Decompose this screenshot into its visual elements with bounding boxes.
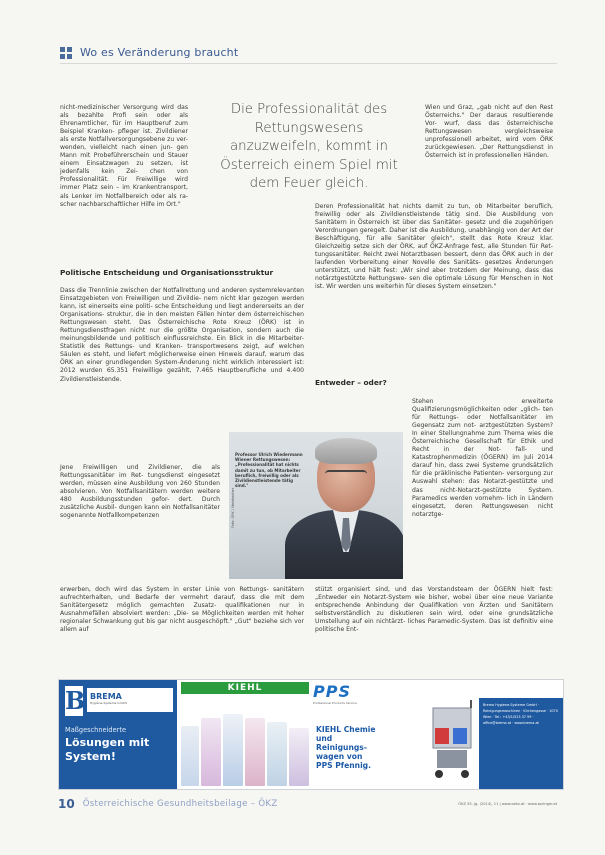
heading-politische-entscheidung: Politische Entscheidung und Organisationsstruktur xyxy=(60,268,274,277)
footer-meta: ÖKZ 55. Jg. (2014), 11 | www.oekz.at · www.springer.at xyxy=(458,802,557,806)
photo-caption xyxy=(235,452,307,488)
bottle-5 xyxy=(267,722,287,786)
col1-body: Dass die Trennlinie zwischen der Notfallrettung und anderen systemrelevanten Einsatzgebieten von Freiwilligen und Zivildie- nern nicht klar gezogen werden kann, ist einerseits eine politi- sche Entscheidung und liegt andererseits an der Organisations- struktur, die in den meisten Fällen hinter dem österreichischen Rettungswesen steht. Das Österreichische Rote Kreuz (ÖRK) ist in Rettungsdienstfragen nicht nur die größte Organisation, sondern auch die meinungsbildende und politisch einflussreichste. Ein Blick in die Mitarbeiter-Statistik des Rettungs- und Kranken- transportwesens zeigt, auf welchen Säulen es steht, und liefert möglicherweise einen Hinweis darauf, warum das ÖRK an einer grundlegenden System-Änderung nicht wirklich interessiert ist: 2012 wurden 65.351 Freiwillige gezählt, 7.465 Hauptberufliche und 4.400 Zivildienstleistende. xyxy=(60,287,304,383)
caption-name: Professor Ulrich Wiedermann xyxy=(235,452,303,457)
brema-slogan: Lösungen mit System! xyxy=(65,736,150,763)
header-rule xyxy=(60,63,557,64)
ad-text-line-1: KIEHL Chemie xyxy=(316,725,376,734)
col23-lower: stützt organisiert sind, und das Vorstandsteam der ÖGERN hielt fest: „Entweder ein Notarzt-System wie bisher, wobei über eine neue Variante entsprechende Anbindung der Qualifikation von Ärzten und Sanitätern selbstverständlich zu diskutieren sein wird, oder eine grundsätzliche Umstellung auf ein nichtärzt- liches Paramedic-System. Das ist definitiv eine politische Ent- xyxy=(315,586,553,634)
bottle-6 xyxy=(289,728,309,786)
section-dots-icon xyxy=(60,47,72,59)
bottle-2 xyxy=(201,718,221,786)
col12-lower: erwerben, doch wird das System in erster Linie von Rettungs- sanitätern aufrechterhalten, und Bedarfe der vermehrt darauf, dass die mit dem Sanitätergesetz möglich gemachten Zusatz- qualifikationen nur in Ausnahmefällen absolviert werden: „Die- se Möglichkeiten werden mit hoher regionaler Schwankung gut bis gar nicht ausgeschöpft." „Gut" beziehe sich vor allem auf xyxy=(60,586,304,634)
col3-body: Stehen erweiterte Qualifizierungsmöglichkeiten oder „glich- ten für Rettungs- oder Notfallsanitäter im Gegensatz zum not- arztgestützten System? In einer Stellungnahme zum Thema wies die Österreichische Gesellschaft für Ethik und Recht in der Not- fall- und Katastrophenmedizin (ÖGERN) im Juli 2014 darauf hin, dass zwei Systeme grundsätzlich für die präklinische Patienten- versorgung zur Auswahl stehen: das Notarzt-gestützte und das nicht-Notarzt-gestützte System. Paramedics werden vornehm- lich in Ländern eingesetzt, deren Rettungswesen nicht notarztge- xyxy=(412,398,553,518)
portrait-photo xyxy=(229,432,403,579)
pps-name: PPS xyxy=(313,682,351,701)
section-header xyxy=(60,46,238,59)
bottle-4 xyxy=(245,718,265,786)
magazine-name: Österreichische Gesundheitsbeilage – ÖKZ xyxy=(82,799,278,809)
col3-intro: Wien und Graz, „gab nicht auf den Rest Österreichs." Der daraus resultierende Vor- wurf, dass das österreichische Rettungswesen vergleichsweise unprofessionell arbeitet, wird vom ÖRK zurückgewiesen. „Der Rettungsdienst in Österreich ist in professionellen Händen. xyxy=(425,104,553,160)
bottle-3 xyxy=(223,714,243,786)
pps-logo xyxy=(313,682,425,712)
product-bottles-image xyxy=(179,698,313,786)
bottle-1 xyxy=(181,726,199,786)
heading-entweder-oder: Entweder – oder? xyxy=(315,378,387,387)
hair-shape xyxy=(315,438,377,464)
kiehl-pps-text xyxy=(316,725,376,770)
caption-quote: „Professionalität hat nichts damit zu tun, ob Mitarbeiter beruflich, freiwillig oder als Zivildienstleistende tätig sind." xyxy=(235,462,301,489)
ad-text-line-3: Reinigungs- xyxy=(316,743,367,752)
ad-text-line-4: wagen von xyxy=(316,752,363,761)
caption-role: Wiener Rettungswesen: xyxy=(235,457,291,463)
brema-sub: Hygiene-Systeme GmbH xyxy=(90,701,127,705)
brema-panel xyxy=(59,680,177,789)
page-number: 10 xyxy=(58,797,75,811)
glasses-shape xyxy=(325,470,367,482)
brema-address[interactable]: Brema Hygiene-Systeme GmbH · Reinigungsmaschinen · Kirchengasse · 1070 Wien · Tel.: +43/1/523 37 99 · office@brema.at · www.brema.at xyxy=(479,698,563,789)
kiehl-logo: KIEHL xyxy=(181,682,309,694)
col1-lower: Jene Freiwilligen und Zivildiener, die als Rettungssanitäter im Ret- tungsdienst eingesetzt werden, müssen eine Ausbildung von 260 Stunden absolvieren. Von Notfallsanitätern werden weitere 480 Ausbildungsstunden gefor- dert. Durch zusätzliche Ausbil- dungen kann ein Notfallsanitäter sogenannte Notfallkompetenzen xyxy=(60,464,220,520)
pull-quote: Die Professionalität des Rettungswesens anzuzweifeln, kommt in Österreich einem Spiel mit dem Feuer gleich. xyxy=(220,102,398,191)
page-footer xyxy=(58,797,557,811)
col23-body: Deren Professionalität hat nichts damit zu tun, ob Mitarbeiter beruflich, freiwillig oder als Zivildienstleistende tätig sind. Die Ausbildung von Sanitätern in Österreich ist über das Sanitäter- gesetz und die zugehörigen Verordnungen geregelt. Daher ist die Ausbildung, unabhängig von der Art der Beschäftigung, für alle Sanitäter gleich", stellt das Rote Kreuz klar. Gleichzeitig setze sich der ÖRK, auf ÖKZ-Anfrage fest, alle Stunden für Ret- tungssanitäter. Reicht zwei Notarztbasen bessert, denn das ÖRK auch in der laufenden Vorbereitung einer Novelle des Sanitäts- gesetzes Änderungen unterstützt, und hält fest: „Wir sind aber trotzdem der Meinung, dass das notärztgestützte Rettungswe- sen die optimale Lösung für Menschen in Not ist. Wir werden uns weiterhin für dieses System einsetzen." xyxy=(315,203,553,291)
advertisement-banner[interactable] xyxy=(58,679,564,790)
cleaning-trolley-image xyxy=(427,698,477,782)
pps-sub: Professional Products Service xyxy=(313,701,357,705)
ad-text-line-2: und xyxy=(316,734,333,743)
col1-intro: nicht-medizinischer Versorgung wird das als bezahlte Profi sein oder als Ehrenamtlicher, für im Hauptberuf zum Beispiel Kranken- pfleger ist. Zivildiener als erste Notfallversorgungsebene zu ver- wenden, vielleicht nach einen jun- gen Mann mit Probeführerschein und Stauer einem Einsatzwagen zu setzen, ist jedenfalls kein Zei- chen von Professionalität. Für Freiwillige wird immer Platz sein – im Krankentransport, als Lenker im Notfallbereich oder als ra- scher nachbarschaftlicher Hilfe im Ort." xyxy=(60,104,188,208)
ad-text-line-5: PPS Pfennig. xyxy=(316,761,371,770)
brema-tagline: Maßgeschneiderte xyxy=(65,726,127,734)
brema-logo-icon: B xyxy=(65,686,86,715)
section-title: Wo es Veränderung braucht xyxy=(80,46,239,59)
brema-label xyxy=(87,688,173,712)
photo-credit: Foto: ÖRK / Weinbacher xyxy=(231,487,235,528)
brema-name: BREMA xyxy=(90,692,122,701)
